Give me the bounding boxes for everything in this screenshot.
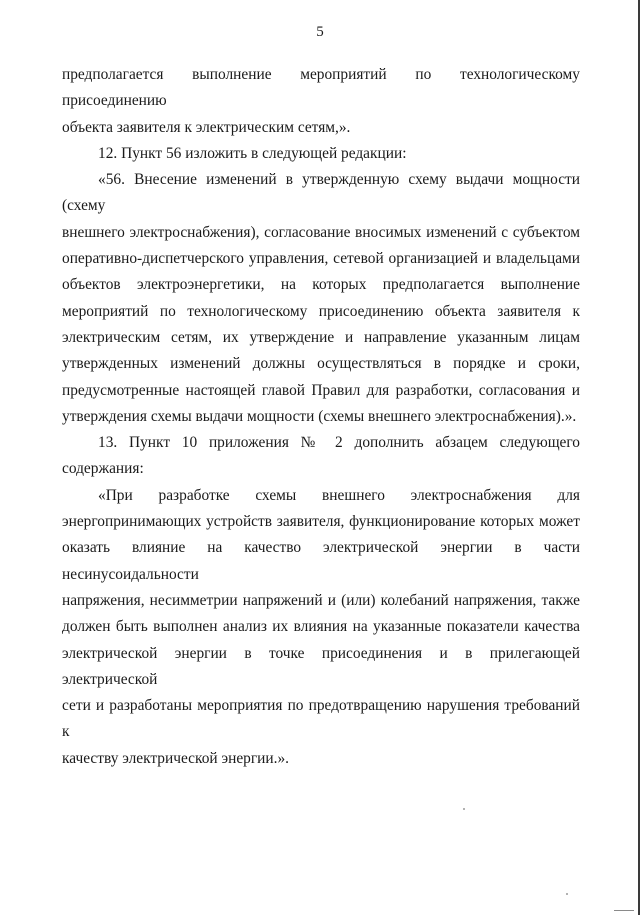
text-line: оказать влияние на качество электрической энергии в части несинусоидальности	[62, 539, 580, 583]
text-line: предусмотренные настоящей главой Правил для разработки, согласования и	[62, 381, 580, 399]
text-line: напряжения, несимметрии напряжений и (или) колебаний напряжения, также	[62, 591, 580, 609]
paragraph	[62, 141, 580, 167]
paragraph	[62, 167, 580, 430]
text-line: предполагается выполнение мероприятий по технологическому присоединению	[62, 66, 580, 110]
text-line: электрической энергии в точке присоединения и в прилегающей электрической	[62, 644, 580, 688]
text-line: 12. Пункт 56 изложить в следующей редакции:	[98, 144, 407, 162]
document-body	[62, 62, 580, 772]
text-line: энергопринимающих устройств заявителя, функционирование которых может	[62, 513, 580, 531]
page-number: 5	[316, 24, 324, 40]
text-line: сети и разработаны мероприятия по предотвращению нарушения требований к	[62, 697, 580, 741]
text-line: внешнего электроснабжения), согласование вносимых изменений с субъектом	[62, 223, 580, 241]
paragraph	[62, 483, 580, 772]
text-line: «56. Внесение изменений в утвержденную схему выдачи мощности (схему	[62, 171, 580, 215]
paragraph	[62, 430, 580, 483]
text-line: должен быть выполнен анализ их влияния на указанные показатели качества	[62, 618, 580, 636]
text-line: 13. Пункт 10 приложения № 2 дополнить абзацем следующего содержания:	[62, 434, 580, 478]
text-line: оперативно-диспетчерского управления, сетевой организацией и владельцами	[62, 250, 580, 268]
text-line: электрическим сетям, их утверждение и направление указанным лицам	[62, 328, 580, 346]
scan-speck	[566, 893, 568, 895]
text-line: утвержденных изменений должны осуществляться в порядке и сроки,	[62, 355, 580, 373]
scan-edge-mark	[614, 902, 634, 911]
text-line: качеству электрической энергии.».	[62, 749, 290, 767]
paragraph	[62, 62, 580, 141]
text-line: объекта заявителя к электрическим сетям,».	[62, 118, 351, 136]
text-line: «При разработке схемы внешнего электроснабжения для	[98, 486, 580, 504]
scan-speck	[463, 808, 465, 810]
text-line: мероприятий по технологическому присоединению объекта заявителя к	[62, 302, 580, 320]
text-line: объектов электроэнергетики, на которых предполагается выполнение	[62, 276, 580, 294]
text-line: утверждения схемы выдачи мощности (схемы внешнего электроснабжения).».	[62, 407, 577, 425]
